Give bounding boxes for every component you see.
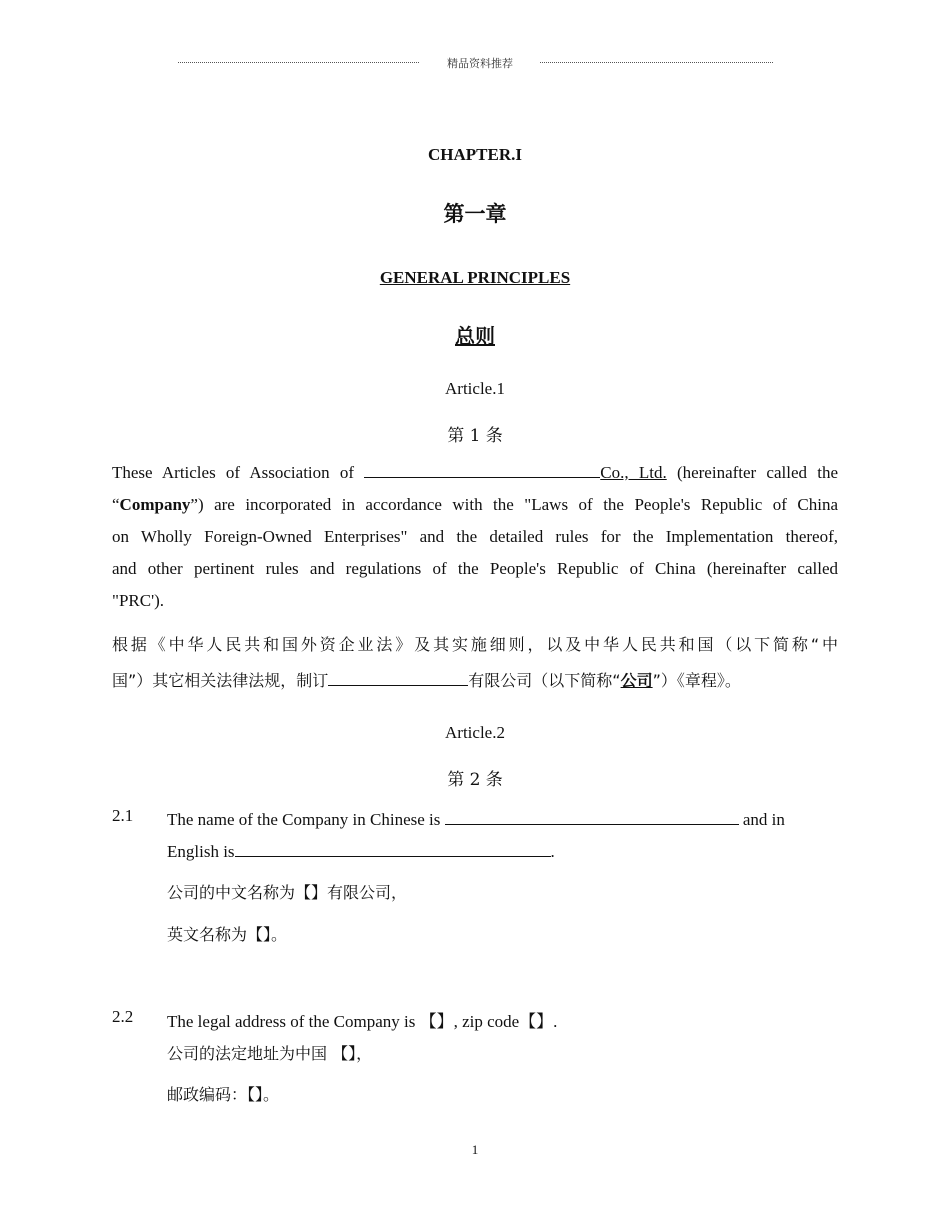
period: . [550, 842, 555, 861]
paragraph-line [112, 489, 838, 521]
hereinafter-text: (hereinafter called the [676, 463, 839, 482]
cn-company-name-blank [328, 667, 468, 686]
cn-text-end: ”）《章程》。 [652, 671, 741, 690]
cn-text-start: 国”）其它相关法律法规，制订 [112, 671, 329, 690]
article-2-title: Article.2 [445, 723, 505, 742]
article-1-english-paragraph [112, 457, 838, 617]
page-number: 1 [471, 1142, 479, 1157]
header-label: 精品资料推荐 [420, 55, 540, 71]
section-2-2-cn-line-1: 公司的法定地址为中国 【】， [167, 1044, 373, 1063]
paragraph-line: on Wholly Foreign-Owned Enterprises" and the detailed rules for the Implementation thereof, [112, 527, 838, 546]
chapter-title: CHAPTER.I [428, 145, 522, 164]
article-1-text-start: These Articles of Association of [112, 463, 355, 482]
section-2-2-line-1: The legal address of the Company is 【】, zip code【】. [167, 1012, 558, 1031]
section-heading-cn-text: 总则 [455, 324, 495, 348]
section-2-2-cn-line-2: 邮政编码：【】。 [167, 1085, 280, 1104]
section-heading-cn [0, 320, 950, 349]
article-1-title: Article.1 [445, 379, 505, 398]
cn-text-mid: 有限公司（以下简称“ [468, 671, 621, 690]
section-2-1-cn-line-1: 公司的中文名称为【】有限公司， [167, 883, 408, 902]
chinese-name-blank [445, 806, 739, 825]
section-heading-text: GENERAL PRINCIPLES [379, 268, 571, 287]
article-1-chinese-paragraph [112, 628, 838, 708]
section-2-2-number: 2.2 [112, 1007, 134, 1026]
paragraph-line: and other pertinent rules and regulations of the People's Republic of China (hereinafter called [112, 559, 838, 578]
and-in-text: and in [742, 810, 785, 829]
company-name-blank [364, 459, 600, 478]
article-2-title-cn: 第 2 条 [447, 770, 503, 790]
article-1-title-cn: 第 1 条 [447, 426, 503, 446]
paragraph-line-cn: 根据《中华人民共和国外资企业法》及其实施细则，以及中华人民共和国（以下简称“中 [112, 635, 838, 654]
company-suffix: Co., Ltd. [600, 463, 667, 482]
paragraph-line-cn [112, 664, 838, 698]
english-name-label: English is [167, 842, 235, 861]
section-2-1-line-1 [167, 806, 785, 830]
section-2-1-number: 2.1 [112, 806, 134, 825]
chinese-name-label: The name of the Company in Chinese is [167, 810, 441, 829]
chapter-title-cn: 第一章 [443, 202, 507, 226]
cn-company-defined-term: 公司 [620, 671, 653, 690]
section-heading [0, 268, 950, 288]
open-quote: “ [112, 495, 120, 514]
laws-text: ”) are incorporated in accordance with the "Laws of the People's Republic of China [190, 495, 838, 514]
paragraph-line: "PRC'). [112, 591, 165, 610]
section-2-1-cn-line-2: 英文名称为【】。 [167, 925, 288, 944]
section-2-1-line-2 [167, 838, 555, 862]
company-defined-term: Company [119, 495, 191, 514]
english-name-blank [235, 838, 551, 857]
paragraph-line [112, 457, 838, 489]
